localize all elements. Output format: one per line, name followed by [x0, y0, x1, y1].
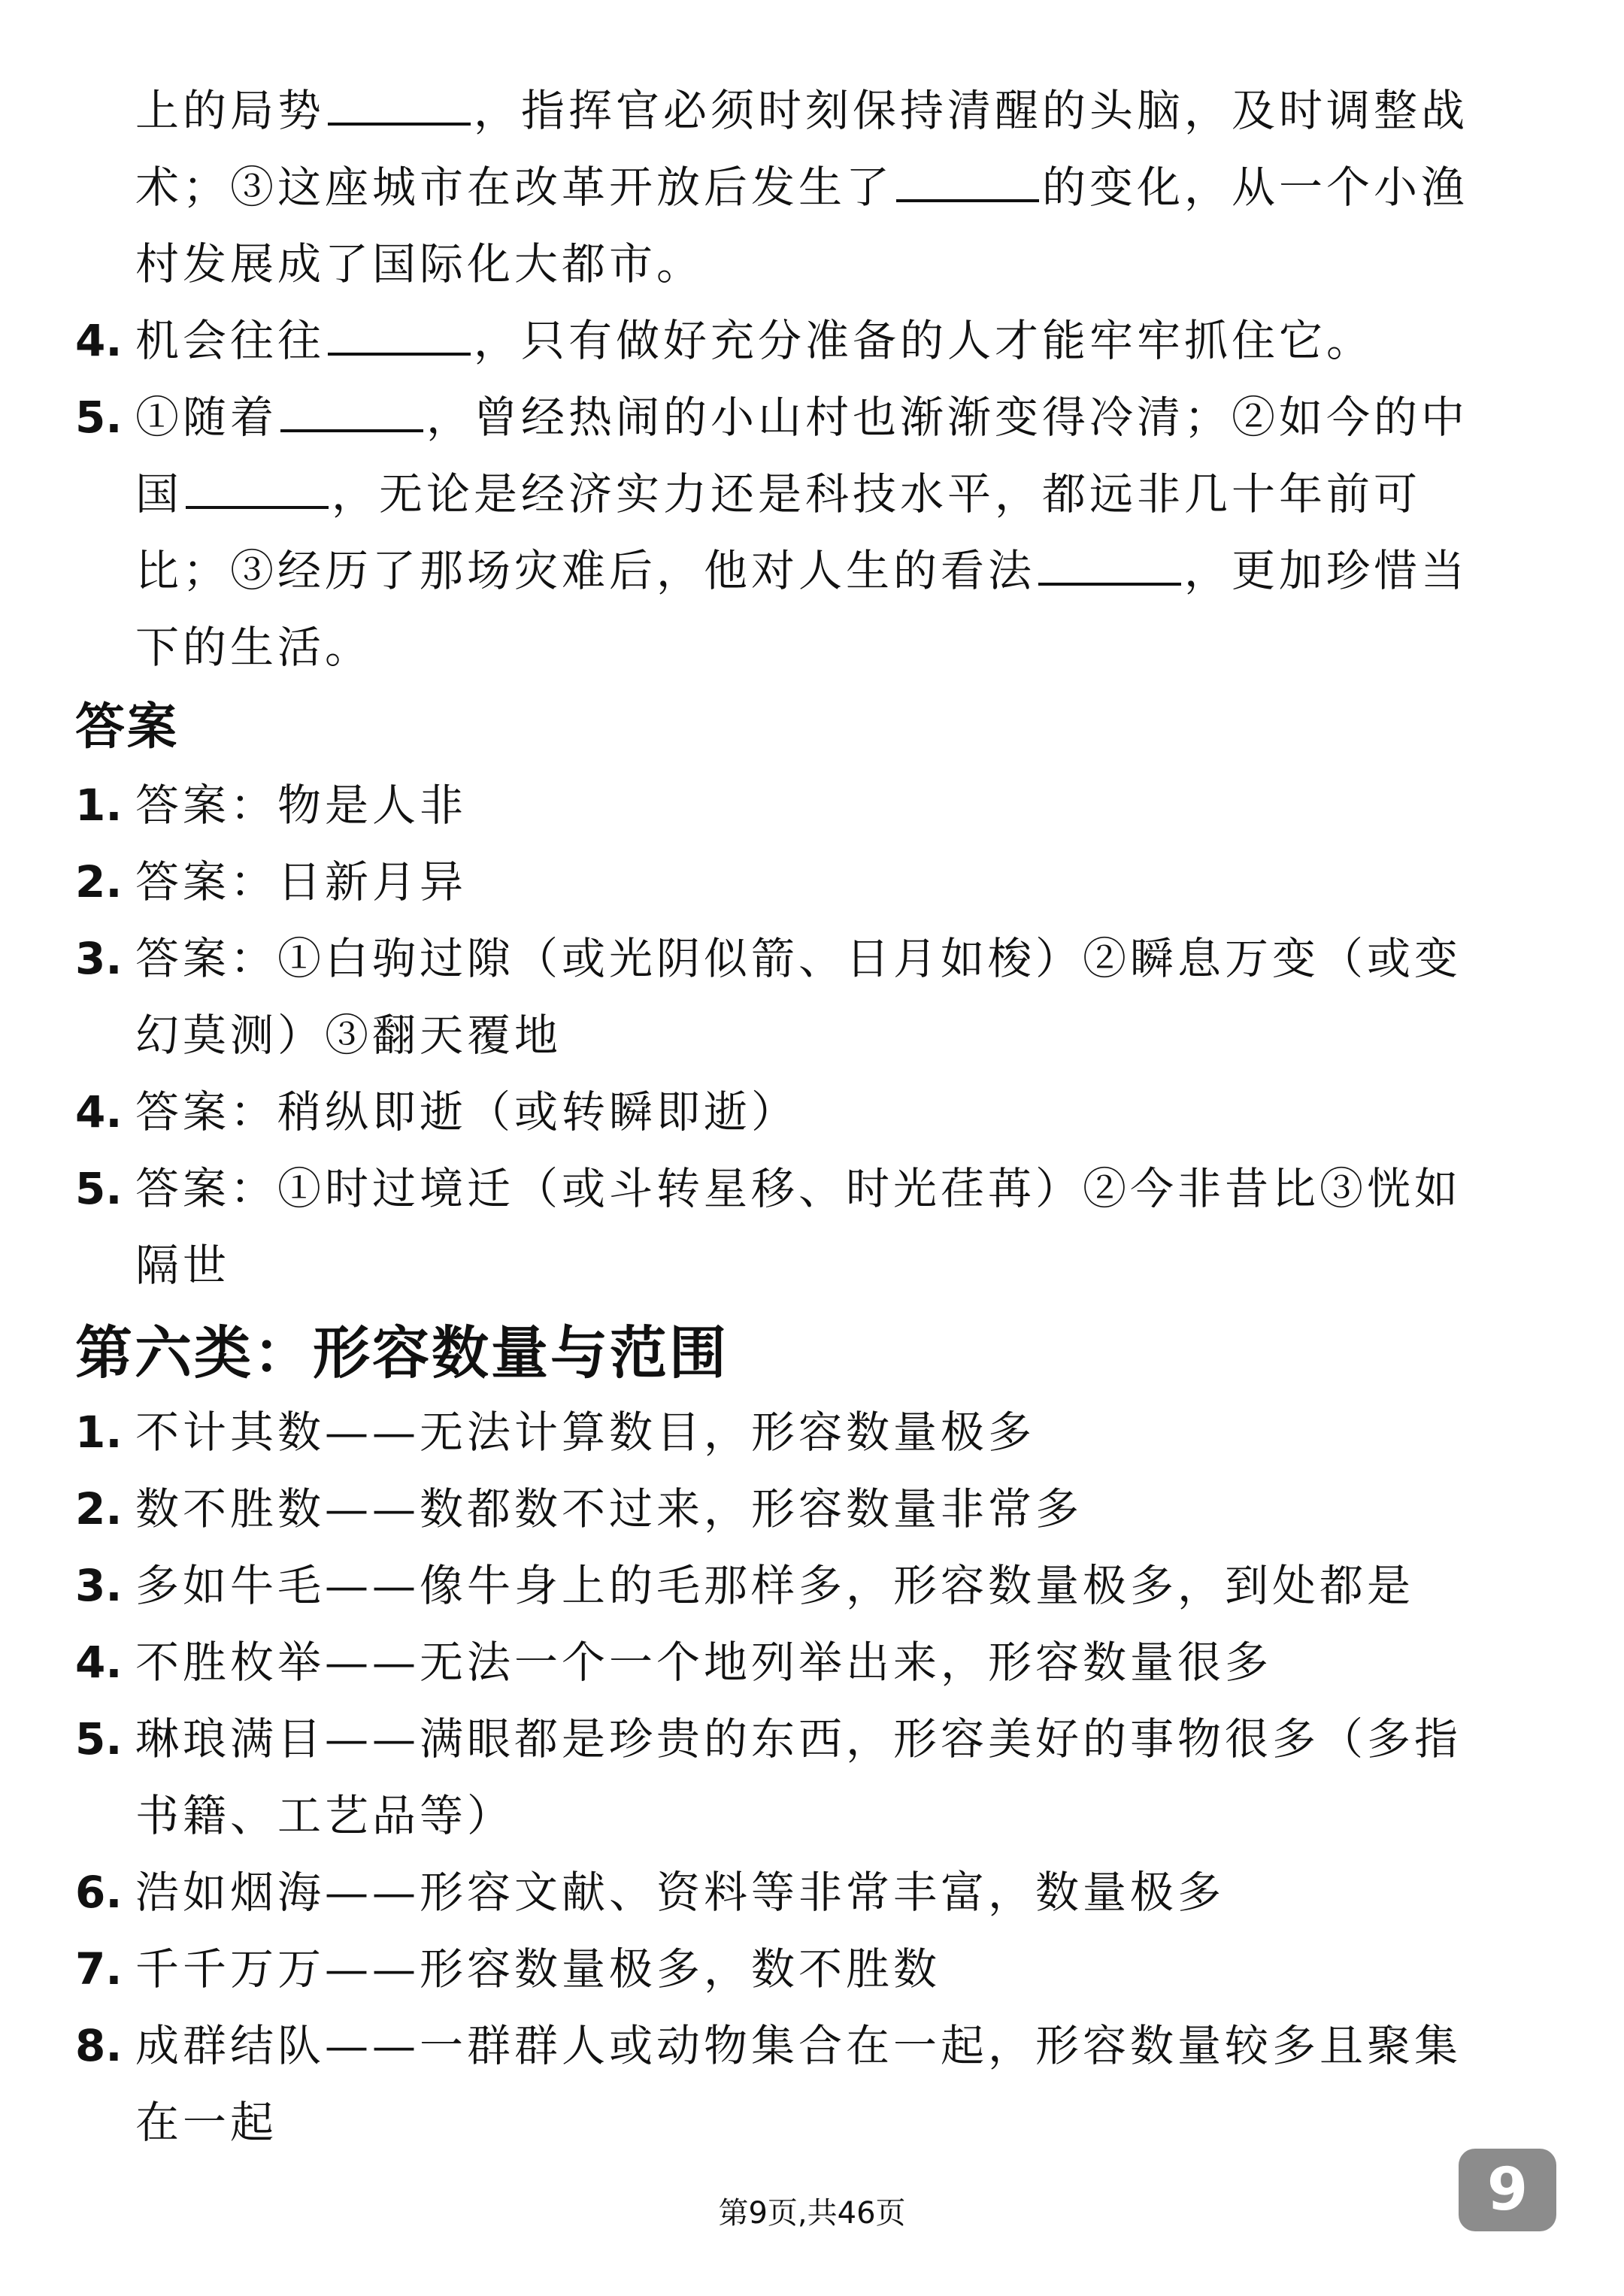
idiom-number: 6.: [75, 1867, 123, 1918]
idiom-number: 8.: [75, 2020, 123, 2071]
idiom-number: 4.: [75, 1637, 123, 1688]
idiom-text: 成群结队——一群群人或动物集合在一起，形容数量较多且聚集: [135, 2020, 1462, 2071]
fill-blank: [328, 122, 471, 126]
text-segment: ，只有做好充分准备的人才能牢牢抓住它。: [474, 315, 1374, 366]
answer-number: 1.: [75, 780, 123, 831]
idiom-number: 7.: [75, 1943, 123, 1995]
text-segment: 国: [135, 468, 183, 519]
page-footer: 第9页,共46页: [718, 2196, 906, 2231]
idiom-text: 数不胜数——数都数不过来，形容数量非常多: [135, 1483, 1083, 1534]
fill-blank: [328, 352, 471, 356]
idiom-text: 书籍、工艺品等）: [135, 1790, 515, 1841]
answer-number: 5.: [75, 1163, 123, 1214]
idiom-text: 浩如烟海——形容文献、资料等非常丰富，数量极多: [135, 1867, 1226, 1918]
fill-blank: [280, 429, 423, 432]
answer-number: 2.: [75, 856, 123, 907]
fill-blank: [186, 505, 329, 509]
text-segment: ①随着: [135, 392, 278, 443]
idiom-number: 1.: [75, 1407, 123, 1458]
idiom-text: 千千万万——形容数量极多，数不胜数: [135, 1943, 941, 1995]
idiom-text: 在一起: [135, 2097, 278, 2148]
answer-text: 隔世: [135, 1240, 231, 1291]
answer-text: 幻莫测）③翻天覆地: [135, 1010, 562, 1061]
answer-text: 答案：①白驹过隙（或光阴似箭、日月如梭）②瞬息万变（或变: [135, 933, 1462, 984]
idiom-text: 不胜枚举——无法一个一个地列举出来，形容数量很多: [135, 1637, 1273, 1688]
idiom-number: 3.: [75, 1560, 123, 1611]
text-segment: 的变化，从一个小渔: [1042, 162, 1469, 213]
text-segment: 机会往往: [135, 315, 326, 366]
text-segment: ，无论是经济实力还是科技水平，都远非几十年前可: [332, 468, 1422, 519]
text-segment: ，曾经热闹的小山村也渐渐变得冷清；②如今的中: [426, 392, 1469, 443]
idiom-text: 多如牛毛——像牛身上的毛那样多，形容数量极多，到处都是: [135, 1560, 1415, 1611]
question-number: 4.: [75, 315, 123, 366]
answer-number: 3.: [75, 933, 123, 984]
text-segment: 比；③经历了那场灾难后，他对人生的看法: [135, 545, 1036, 596]
idiom-text: 不计其数——无法计算数目，形容数量极多: [135, 1407, 1036, 1458]
idiom-number: 2.: [75, 1483, 123, 1534]
text-segment: ，指挥官必须时刻保持清醒的头脑，及时调整战: [474, 85, 1469, 136]
fill-blank: [896, 198, 1039, 202]
text-segment: 术；③这座城市在改革开放后发生了: [135, 162, 894, 213]
answer-text: 答案：①时过境迁（或斗转星移、时光荏苒）②今非昔比③恍如: [135, 1163, 1462, 1214]
answer-text: 答案：物是人非: [135, 780, 468, 831]
idiom-text: 琳琅满目——满眼都是珍贵的东西，形容美好的事物很多（多指: [135, 1713, 1462, 1764]
text-segment: 上的局势: [135, 85, 326, 136]
fill-blank: [1038, 582, 1181, 586]
answer-number: 4.: [75, 1086, 123, 1137]
idiom-number: 5.: [75, 1713, 123, 1764]
answer-text: 答案：日新月异: [135, 856, 468, 907]
text-segment: ，更加珍惜当: [1184, 545, 1469, 596]
question-number: 5.: [75, 392, 123, 443]
answer-text: 答案：稍纵即逝（或转瞬即逝）: [135, 1086, 799, 1137]
page-number-badge: 9: [1459, 2149, 1556, 2231]
document-page: 上的局势 ，指挥官必须时刻保持清醒的头脑，及时调整战 术；③这座城市在改革开放后发生了 的变化，从一个小渔 村发展成了国际化大都市。 4. 机会往往 ，只有做好充分准备的人才能牢牢抓住它。 5. ①随着 ，曾经热闹的小山村也渐渐变得冷清；②如今的中 国 ，无论是经济实力还是科技水平，都远非几十年前可 比；③经历了那场灾难后，他对人生的看法 ，更加珍惜当 下的生活。 答案 1. 答案：物是人非 2. 答案：日新月异 3. 答案：①白驹过隙（或光阴似箭、日月如梭）②瞬息万变（或变 幻莫测）③翻天覆地 4. 答案：稍纵即逝（或转瞬即逝） 5. 答案：①时过境迁（或斗转星移、时光荏苒）②今非昔比③恍如 隔世 第六类：形容数量与范围 1. 不计其数——无法计算数目，形容数量极多 2. 数不胜数——数都数不过来，形容数量非常多 3. 多如牛毛——像牛身上的毛那样多，形容数量极多，到处都是 4. 不胜枚举——无法一个一个地列举出来，形容数量很多 5. 琳琅满目——满眼都是珍贵的东西，形容美好的事物很多（多指 书籍、工艺品等） 6. 浩如烟海——形容文献、资料等非常丰富，数量极多 7. 千千万万——形容数量极多，数不胜数 8. 成群结队——一群群人或动物集合在一起，形容数量较多且聚集 在一起 9 第9页,共46页: [0, 0, 1624, 2296]
